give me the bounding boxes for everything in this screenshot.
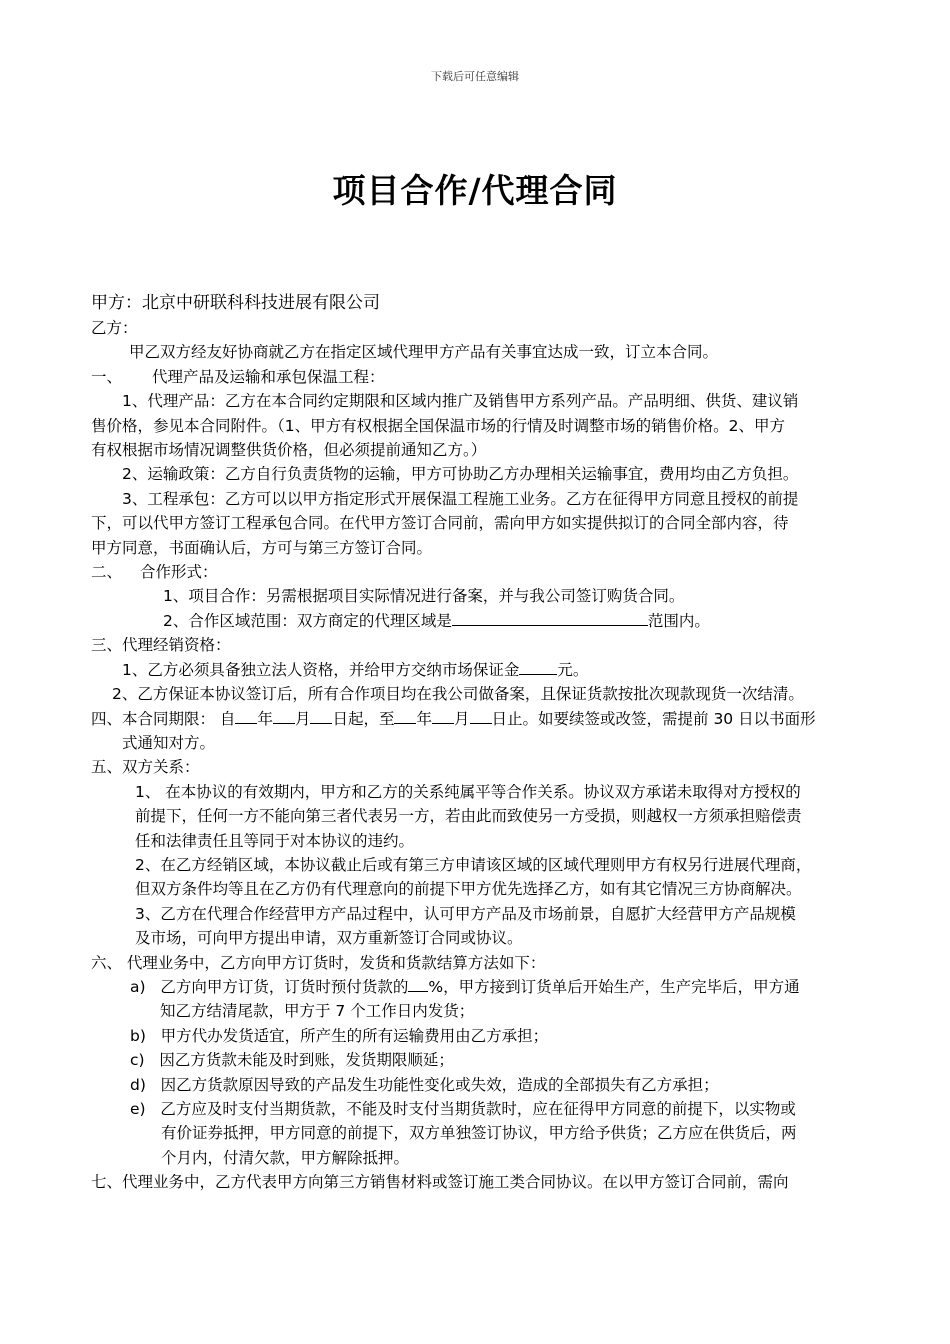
section-3-item-1-suffix: 元。 xyxy=(557,660,589,679)
section-1-item-1-line-3: 有权根据市场情况调整供货价格，但必须提前通知乙方。） xyxy=(91,441,487,460)
section-1-item-3-line-1: 3、工程承包：乙方可以以甲方指定形式开展保温工程施工业务。乙方在征得甲方同意且授权的前提 xyxy=(122,489,799,508)
item-a-text-cont: ，甲方接到订货单后开始生产，生产完毕后，甲方通 xyxy=(443,977,800,996)
section-7-line-1: 七、代理业务中，乙方代表甲方向第三方销售材料或签订施工类合同协议。在以甲方签订合同前，需向 xyxy=(91,1173,789,1192)
item-c-label: c) xyxy=(130,1051,145,1070)
year-label: 年 xyxy=(257,709,273,728)
month-label: 月 xyxy=(294,709,311,728)
section-2-item-2-text: 2、合作区域范围：双方商定的代理区域是 xyxy=(163,611,452,630)
end-month-blank xyxy=(432,707,454,724)
end-label: 日起，至 xyxy=(332,709,395,728)
party-a-line: 甲方：北京中研联科科技进展有限公司 xyxy=(91,293,380,313)
section-6-heading: 六、 代理业务中，乙方向甲方订货时，发货和货款结算方法如下： xyxy=(91,953,546,972)
section-4-start-label: 四、本合同期限： 自 xyxy=(91,709,236,728)
section-6-item-d xyxy=(91,1073,871,1097)
section-4-tail: 日止。如要续签或改签，需提前 30 日以书面形 xyxy=(491,709,816,728)
section-5-item-2-line-1: 2、在乙方经销区域，本协议截止后或有第三方申请该区域的区域代理则甲方有权另行进展代理商， xyxy=(135,855,812,874)
deposit-amount-blank xyxy=(519,658,557,675)
section-1-item-1-line-2: 售价格，参见本合同附件。（1、甲方有权根据全国保温市场的行情及时调整市场的销售价格。2、甲方 xyxy=(91,416,785,435)
start-year-blank xyxy=(235,707,257,724)
section-4-line-2: 式通知对方。 xyxy=(122,733,216,752)
section-2-item-1: 1、项目合作：另需根据项目实际情况进行备案，并与我公司签订购货合同。 xyxy=(163,587,685,606)
section-1-number: 一、 xyxy=(91,367,123,386)
section-5-item-1-line-1: 1、 在本协议的有效期内，甲方和乙方的关系纯属平等合作关系。协议双方承诺未取得对方授权的 xyxy=(135,782,801,801)
section-5-item-2-line-2: 但双方条件均等且在乙方仍有代理意向的前提下甲方优先选择乙方，如有其它情况三方协商解决。 xyxy=(135,880,802,899)
prepay-percent-blank xyxy=(408,975,428,992)
section-1-item-1-line-1: 1、代理产品：乙方在本合同约定期限和区域内推广及销售甲方系列产品。产品明细、供货、建议销 xyxy=(122,392,799,411)
section-6-item-a-line-2: 知乙方结清尾款，甲方于 7 个工作日内发货； xyxy=(160,1002,475,1021)
section-5-item-3-line-2: 及市场，可向甲方提出申请，双方重新签订合同或协议。 xyxy=(135,929,523,948)
item-e-text: 乙方应及时支付当期货款，不能及时支付当期货款时，应在征得甲方同意的前提下，以实物或 xyxy=(160,1100,796,1118)
section-6-item-a-line-1 xyxy=(91,975,871,999)
year-label: 年 xyxy=(416,709,432,728)
item-d-text: 因乙方货款原因导致的产品发生功能性变化或失效，造成的全部损失有乙方承担； xyxy=(160,1075,719,1094)
section-2-item-2-suffix: 范围内。 xyxy=(647,611,710,630)
item-e-label: e) xyxy=(130,1100,146,1118)
section-5-item-1-line-2: 前提下，任何一方不能向第三者代表另一方，若由此而致使另一方受损，则越权一方须承担赔偿责 xyxy=(135,807,802,826)
item-a-text: 乙方向甲方订货，订货时预付货款的 xyxy=(160,977,409,996)
section-3-item-1-text: 1、乙方必须具备独立法人资格，并给甲方交纳市场保证金 xyxy=(122,660,520,679)
section-3-heading: 三、代理经销资格： xyxy=(91,636,231,655)
section-1-item-3-line-2: 下，可以代甲方签订工程承包合同。在代甲方签订合同前，需向甲方如实提供拟订的合同全部内容，待 xyxy=(91,514,789,533)
document-title: 项目合作/代理合同 xyxy=(332,171,618,210)
item-b-text: 甲方代办发货适宜，所产生的所有运输费用由乙方承担； xyxy=(160,1026,549,1045)
contract-body xyxy=(91,290,871,1195)
section-6-item-e-line-2: 有价证券抵押，甲方同意的前提下，双方单独签订协议，甲方给予供货；乙方应在供货后，两 xyxy=(161,1124,797,1143)
section-2-heading xyxy=(91,560,871,584)
section-6-item-e-line-1 xyxy=(91,1097,871,1121)
section-5-item-3-line-1: 3、乙方在代理合作经营甲方产品过程中，认可甲方产品及市场前景，自愿扩大经营甲方产品规模 xyxy=(135,904,796,923)
section-2-title: 合作形式： xyxy=(140,563,218,582)
section-2-item-2 xyxy=(91,609,871,633)
section-5-heading: 五、双方关系： xyxy=(91,758,200,777)
item-b-label: b) xyxy=(130,1026,146,1045)
section-6-item-e-line-3: 个月内，付清欠款，甲方解除抵押。 xyxy=(161,1148,410,1167)
end-year-blank xyxy=(394,707,416,724)
section-4-line-1 xyxy=(91,707,871,731)
start-day-blank xyxy=(310,707,332,724)
intro-paragraph: 甲乙双方经友好协商就乙方在指定区域代理甲方产品有关事宜达成一致，订立本合同。 xyxy=(129,343,719,362)
section-6-item-c xyxy=(91,1048,871,1072)
percent-sign: % xyxy=(428,977,444,996)
region-blank xyxy=(452,609,648,626)
section-1-item-2: 2、运输政策：乙方自行负责货物的运输，甲方可协助乙方办理相关运输事宜，费用均由乙方负担。 xyxy=(122,465,799,484)
section-2-number: 二、 xyxy=(91,563,123,582)
month-label: 月 xyxy=(454,709,470,728)
section-1-item-3-line-3: 甲方同意，书面确认后，方可与第三方签订合同。 xyxy=(91,538,433,557)
section-6-item-b xyxy=(91,1024,871,1048)
section-1-title: 代理产品及运输和承包保温工程： xyxy=(152,367,385,386)
item-a-label: a) xyxy=(130,977,146,996)
section-1-heading xyxy=(91,365,871,389)
section-3-item-1 xyxy=(91,658,871,682)
end-day-blank xyxy=(470,707,492,724)
item-d-label: d) xyxy=(130,1075,146,1094)
item-c-text: 因乙方货款未能及时到账，发货期限顺延； xyxy=(159,1051,454,1070)
party-b-line: 乙方： xyxy=(91,319,138,337)
start-month-blank xyxy=(273,707,295,724)
section-5-item-1-line-3: 任和法律责任且等同于对本协议的违约。 xyxy=(135,831,415,850)
section-3-item-2: 2、乙方保证本协议签订后，所有合作项目均在我公司做备案，且保证货款按批次现款现货一次结清。 xyxy=(112,685,804,704)
header-note: 下载后可任意编辑 xyxy=(431,70,519,83)
